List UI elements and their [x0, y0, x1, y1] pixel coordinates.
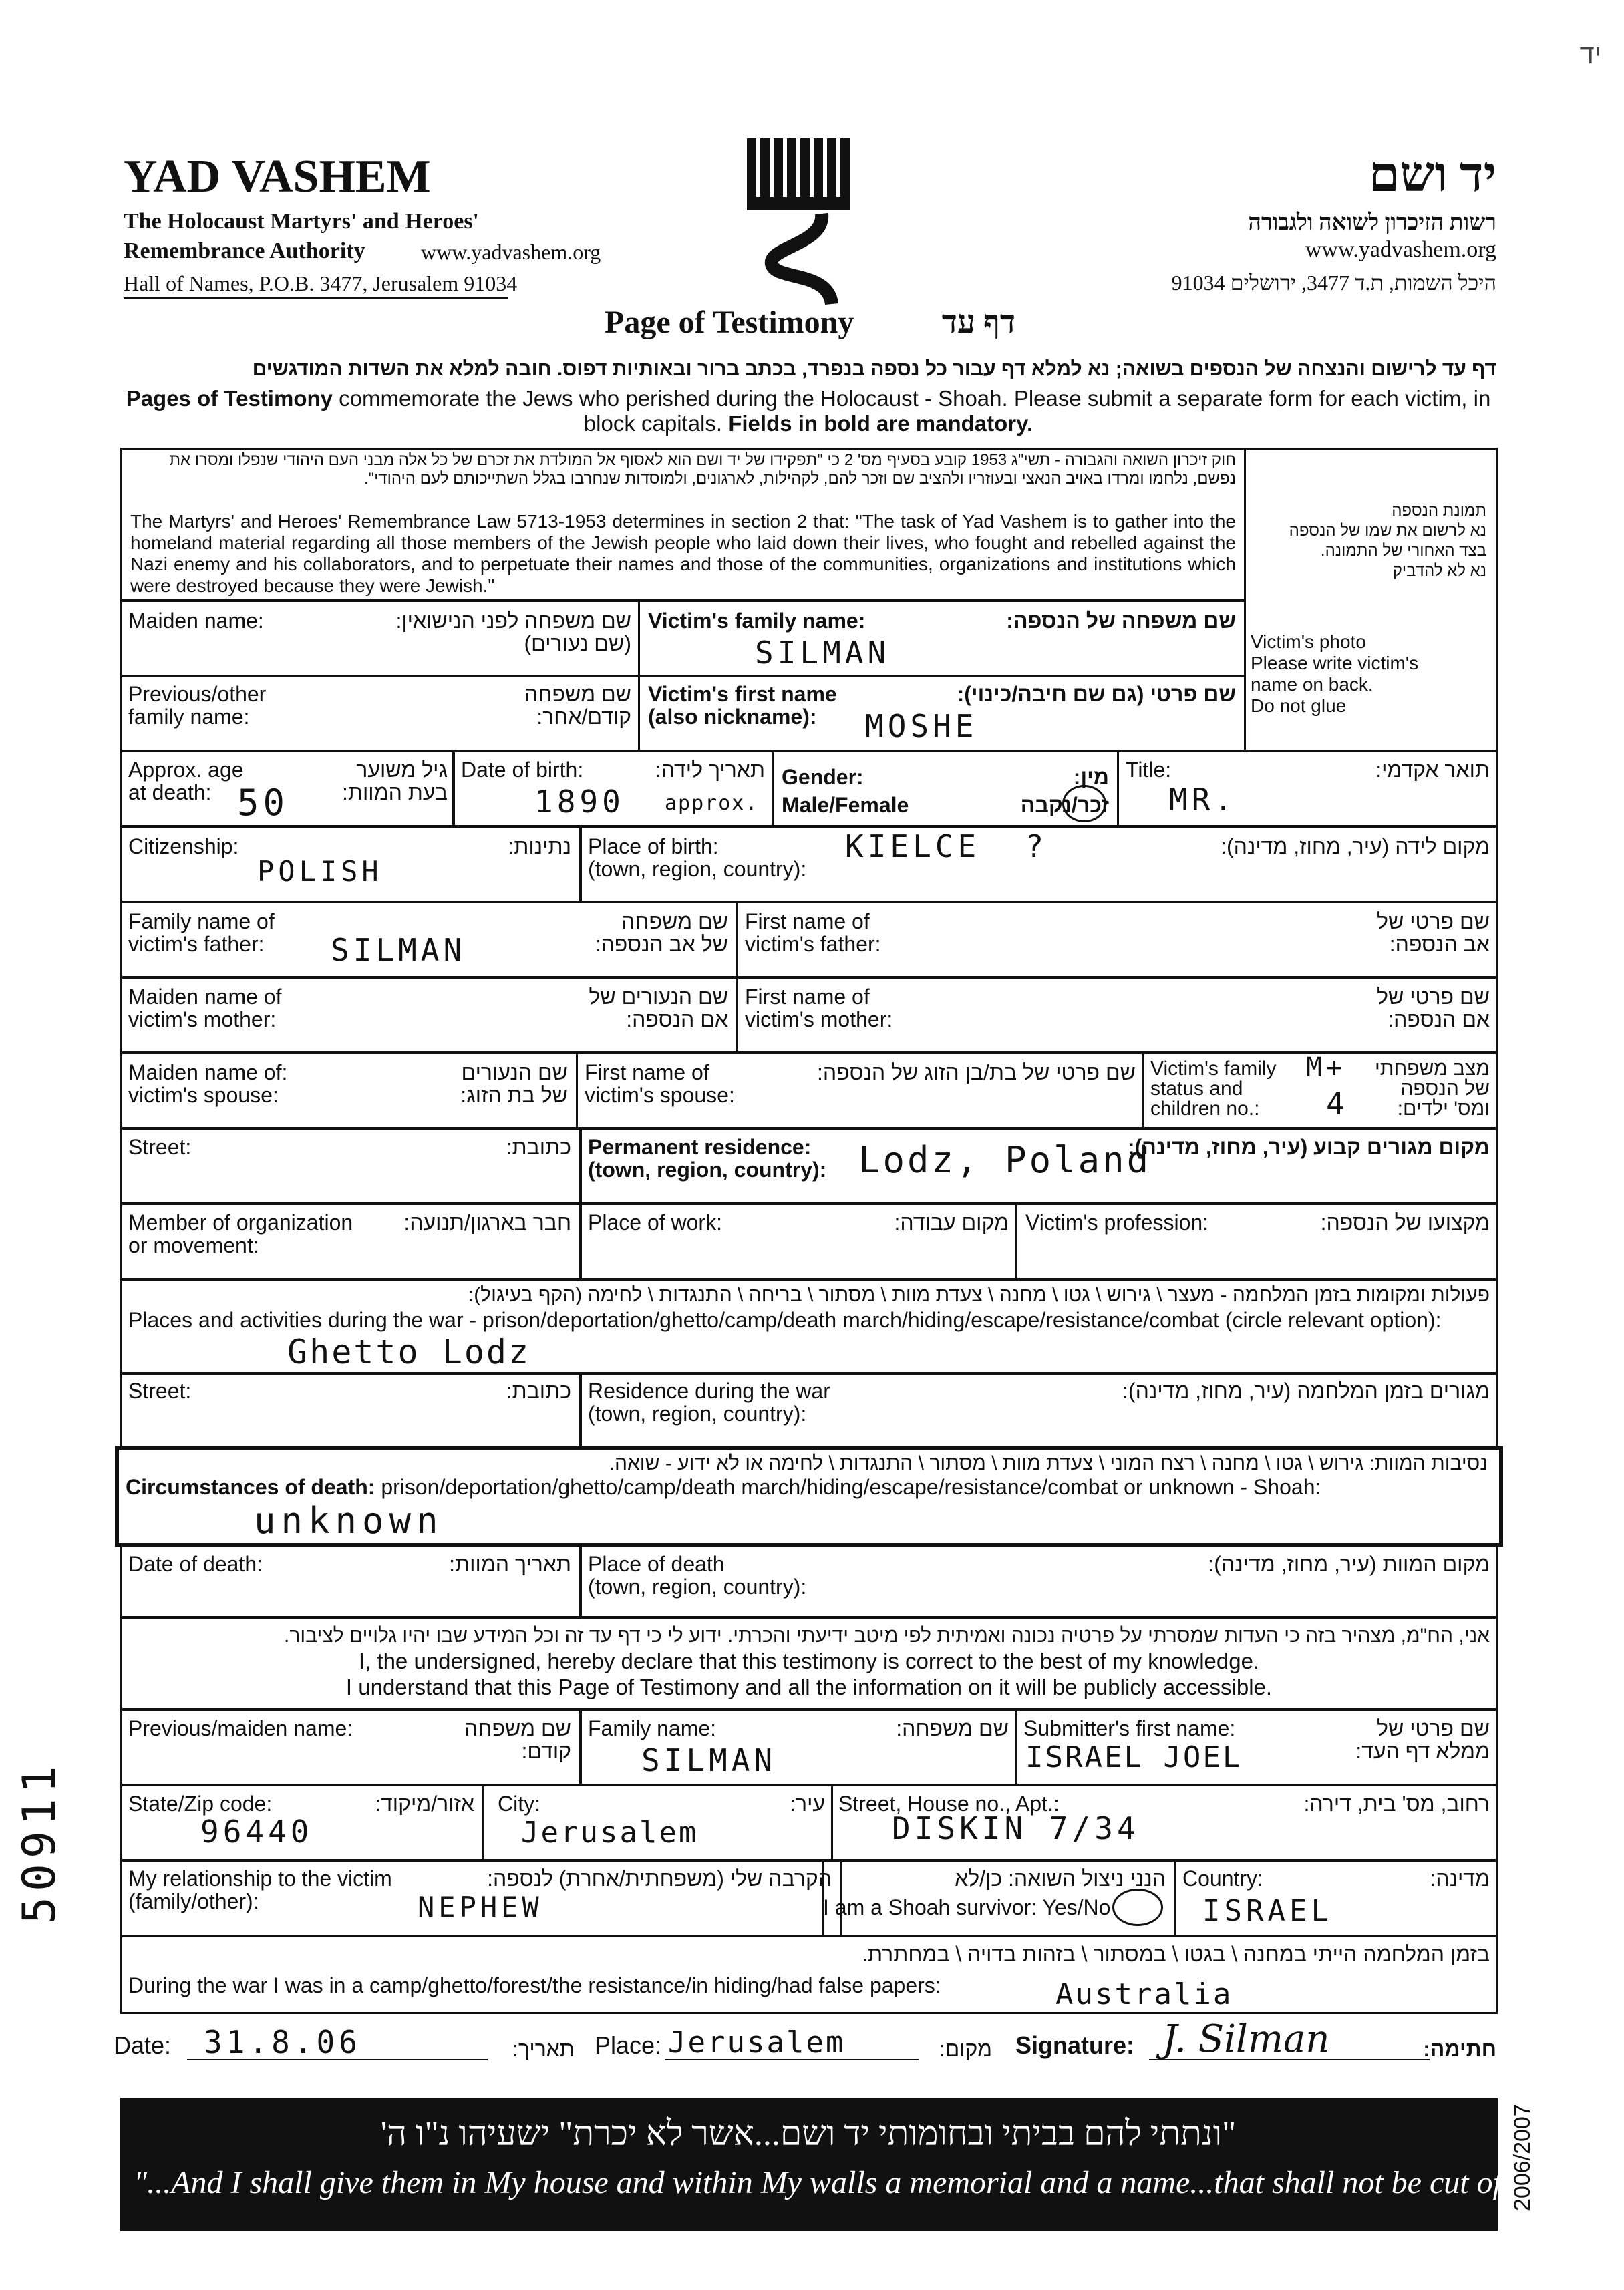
intro-en-body: commemorate the Jews who perished during the Holocaust - Shoah. Please submit a separate form for each victim, in block capitals. — [332, 386, 1491, 436]
address-en: Hall of Names, P.O.B. 3477, Jerusalem 91034 — [124, 271, 518, 295]
separator-line — [124, 297, 508, 299]
place-value: Jerusalem — [668, 2025, 846, 2060]
place-label: Place: — [595, 2031, 662, 2059]
dob-label: Date of birth: — [461, 758, 584, 782]
family-name-label-he: שם משפחה של הנספה: — [1006, 609, 1236, 633]
death-circumstances-options: prison/deportation/ghetto/camp/death march/hiding/escape/resistance/combat or unknown - Shoah: — [375, 1475, 1321, 1499]
country-label: Country: — [1182, 1866, 1263, 1891]
survivor-no-circle — [1112, 1889, 1163, 1926]
city-label-he: עיר: — [790, 1792, 825, 1816]
submitter-prev-name-label-he: שם משפחה קודם: — [464, 1716, 571, 1763]
declaration-en-1: I, the undersigned, hereby declare that this testimony is correct to the best of my knowledge. — [358, 1649, 1260, 1673]
family-status-value: M+ — [1306, 1052, 1347, 1083]
wartime-label-en: Places and activities during the war - prison/deportation/ghetto/camp/death march/hiding/escape/resistance/combat (circle relevant option): — [128, 1308, 1442, 1332]
birthplace-value: KIELCE ? — [845, 828, 1048, 864]
title-value: MR. — [1169, 782, 1237, 818]
death-date-label-he: תאריך המוות: — [449, 1552, 571, 1576]
first-name-value: MOSHE — [865, 708, 978, 744]
banner-quote-en — [134, 2164, 1624, 2201]
street-label-he: כתובת: — [506, 1135, 571, 1159]
authority-line-2: Remembrance Authority — [124, 238, 365, 263]
city-value: Jerusalem — [521, 1816, 699, 1850]
law-he: חוק זיכרון השואה והגבורה - תשי"ג 1953 קובע בסעיף מס' 2 כי "תפקידו של יד ושם הוא לאסוף אל המולדת את זכרם של כל אלה מבני העם היהודי שנפלו ומסרו את נפשם, נלחמו ומרדו באויב הנאצי ובעוזריו ולהציב שם וזכר להם, לקהילות, לארגונים, ולמוסדות שנחרבו בגלל השתייכותם לעם היהודי". — [169, 451, 1236, 488]
gender-label: Gender: Male/Female — [782, 765, 909, 817]
citizenship-label-he: נתינות: — [508, 834, 571, 858]
organization-label: Member of organization or movement: — [128, 1210, 353, 1257]
death-circumstances-lead: Circumstances of death: — [126, 1475, 375, 1499]
banner-quote-he: "ונתתי להם בביתי ובחומותי יד ושם...אשר לא יכרת" ישעיהו נ"ו ה' — [380, 2115, 1237, 2153]
street-label: Street: — [128, 1135, 192, 1159]
photo-instructions-he: תמונת הנספה נא לרשום את שמו של הנספה בצד האחורי של התמונה. נא לא להדביק — [1289, 502, 1486, 580]
website-he: www.yadvashem.org — [1305, 237, 1496, 262]
zip-label: State/Zip code: — [128, 1792, 273, 1816]
workplace-label: Place of work: — [588, 1210, 722, 1235]
relationship-value: NEPHEW — [418, 1891, 543, 1923]
age-label: Approx. age at death: — [128, 758, 244, 804]
intro-en — [120, 386, 1496, 436]
birthplace-label-he: מקום לידה (עיר, מחוז, מדינה): — [1221, 834, 1490, 858]
war-residence-label-he: מגורים בזמן המלחמה (עיר, מחוז, מדינה): — [1122, 1379, 1490, 1403]
death-circumstances-label-he — [128, 1452, 1488, 1475]
law-en: The Martyrs' and Heroes' Remembrance Law 5713-1953 determines in section 2 that: "The task of Yad Vashem is to gather into the homeland material regarding all those members of the Jewish people who laid down their lives, who fought and rebelled against the Nazi enemy and his collaborators, and to perpetuate their names and those of the communities, organizations and institutions which were destroyed because they were Jewish." — [130, 511, 1236, 596]
banner-quote-text: "...And I shall give them in My house and within My walls a memorial and a name...that shall not be cut off" — [134, 2165, 1524, 2200]
signature-value: J. Silman — [1162, 2017, 1330, 2061]
age-value: 50 — [237, 782, 289, 824]
maiden-name-label-he: שם משפחה לפני הנישואין: (שם נעורים) — [395, 609, 631, 655]
page-title-he: דף עד — [941, 305, 1015, 340]
banner-reference: Isaiah 56:5 — [1532, 2176, 1624, 2198]
dob-label-he: תאריך לידה: — [655, 758, 765, 782]
corner-handwritten-mark: יד — [1579, 40, 1601, 69]
citizenship-label: Citizenship: — [128, 834, 239, 858]
declaration-he: אני, הח"מ, מצהיר בזה כי העדות שמסרתי על פרטיה נכונה ואמיתית לפי מיטב ידיעתי והכרתי. ידוע לי כי דף עד זה וכל המידע שבו יהיו גלויים לציבור. — [284, 1625, 1490, 1647]
page-title-en: Page of Testimony — [605, 305, 854, 340]
address-he: היכל השמות, ת.ד 3477, ירושלים 91034 — [1171, 271, 1496, 295]
birthplace-label: Place of birth: (town, region, country): — [588, 834, 807, 881]
city-label: City: — [498, 1792, 540, 1816]
place-label-he: מקום: — [939, 2037, 992, 2061]
website-en: www.yadvashem.org — [421, 240, 601, 264]
authority-he: רשות הזיכרון לשואה ולגבורה — [1248, 210, 1496, 235]
death-circumstances-label-en — [126, 1475, 1488, 1499]
spouse-maiden-label: Maiden name of: victim's spouse: — [128, 1060, 288, 1107]
date-label-he: תאריך: — [512, 2037, 575, 2061]
date-value: 31.8.06 — [204, 2024, 361, 2060]
first-name-label: Victim's first name (also nickname): — [648, 682, 837, 729]
gender-male-circle — [1062, 785, 1106, 822]
spouse-maiden-label-he: שם הנעורים של בת הזוג: — [460, 1060, 568, 1107]
street-address-label-he: רחוב, מס' בית, דירה: — [1303, 1792, 1490, 1816]
submitter-family-label: Family name: — [588, 1716, 717, 1740]
title-label: Title: — [1126, 758, 1172, 782]
submitter-first-label-he: שם פרטי של ממלא דף העד: — [1355, 1716, 1490, 1763]
survivor-label: I am a Shoah survivor: Yes/No — [823, 1895, 1111, 1919]
submitter-prev-name-label: Previous/maiden name: — [128, 1716, 353, 1740]
war-street-label-he: כתובת: — [506, 1379, 571, 1403]
previous-family-label: Previous/other family name: — [128, 682, 267, 729]
org-name-he: יד ושם — [1369, 148, 1496, 202]
death-circumstances-value: unknown — [254, 1500, 444, 1542]
family-name-label: Victim's family name: — [648, 609, 866, 633]
wartime-value: Ghetto Lodz — [287, 1333, 531, 1371]
intro-en-lead: Pages of Testimony — [126, 386, 333, 411]
title-label-he: תואר אקדמי: — [1375, 758, 1490, 782]
signature-label-he: חתימה: — [1423, 2037, 1496, 2061]
father-family-label-he: שם משפחה של אב הנספה: — [595, 909, 728, 956]
death-place-label: Place of death (town, region, country): — [588, 1552, 807, 1599]
spouse-first-label-he: שם פרטי של בת/בן הזוג של הנספה: — [817, 1060, 1136, 1084]
family-name-value: SILMAN — [755, 635, 890, 671]
during-war-label: During the war I was in a camp/ghetto/forest/the resistance/in hiding/had false papers: — [128, 1973, 941, 1997]
residence-label-he: מקום מגורים קבוע (עיר, מחוז, מדינה): — [1127, 1135, 1490, 1159]
war-street-label: Street: — [128, 1379, 192, 1403]
relationship-label-he: הקרבה שלי (משפחתית/אחרת) לנספה: — [487, 1866, 832, 1891]
submitter-first-value: ISRAEL JOEL — [1025, 1740, 1243, 1774]
survivor-label-he: הנני ניצול השואה: כן/לא — [955, 1866, 1166, 1891]
country-value: ISRAEL — [1202, 1894, 1333, 1928]
citizenship-value: POLISH — [257, 855, 383, 888]
profession-label: Victim's profession: — [1025, 1210, 1209, 1235]
margin-handwritten-number: 50911 — [13, 1760, 66, 1924]
submitter-first-label: Submitter's first name: — [1023, 1716, 1236, 1740]
residence-label: Permanent residence: (town, region, country): — [588, 1135, 827, 1182]
organization-label-he: חבר בארגון/תנועה: — [403, 1210, 571, 1235]
spouse-first-label: First name of victim's spouse: — [585, 1060, 735, 1107]
family-status-label-he: מצב משפחתי של הנספה ומס' ילדים: — [1374, 1057, 1490, 1120]
workplace-label-he: מקום עבודה: — [894, 1210, 1009, 1235]
during-war-value: Australia — [1055, 1977, 1233, 2011]
relationship-label: My relationship to the victim (family/other): — [128, 1866, 392, 1913]
profession-label-he: מקצועו של הנספה: — [1320, 1210, 1490, 1235]
mother-first-label: First name of victim's mother: — [745, 985, 893, 1031]
intro-en-tail: Fields in bold are mandatory. — [728, 411, 1033, 436]
death-date-label: Date of death: — [128, 1552, 263, 1576]
date-label: Date: — [114, 2031, 172, 2059]
father-family-value: SILMAN — [331, 932, 466, 968]
gender-label-he: מין: זכר/נקבה — [1020, 765, 1109, 817]
street-address-label: Street, House no., Apt.: — [838, 1792, 1060, 1816]
father-family-label: Family name of victim's father: — [128, 909, 275, 956]
wartime-label-he: פעולות ומקומות בזמן המלחמה - מעצר \ גירוש \ גטו \ מחנה \ צעדת מוות \ מסתור \ בריחה \ התנגדות \ לחימה (הקף בעיגול): — [468, 1284, 1490, 1306]
children-count-value: 4 — [1326, 1086, 1349, 1122]
submitter-family-label-he: שם משפחה: — [896, 1716, 1009, 1740]
residence-value: Lodz, Poland — [858, 1139, 1152, 1181]
first-name-label-he: שם פרטי (גם שם חיבה/כינוי): — [957, 682, 1236, 706]
intro-he: דף עד לרישום והנצחה של הנספים בשואה; נא למלא דף עבור כל נספה בנפרד, בכתב ברור ובאותיות דפוס. חובה למלא את השדות המודגשים — [252, 358, 1496, 380]
signature-label: Signature: — [1015, 2031, 1135, 2059]
father-first-label: First name of victim's father: — [745, 909, 881, 956]
org-name-en: YAD VASHEM — [124, 151, 431, 202]
previous-family-label-he: שם משפחה קודם/אחר: — [524, 682, 631, 729]
side-year-label: 2006/2007 — [1510, 2104, 1535, 2211]
age-label-he: גיל משוער בעת המוות: — [341, 758, 448, 804]
death-place-label-he: מקום המוות (עיר, מחוז, מדינה): — [1208, 1552, 1490, 1576]
war-residence-label: Residence during the war (town, region, country): — [588, 1379, 830, 1426]
zip-label-he: אזור/מיקוד: — [375, 1792, 474, 1816]
yad-vashem-logo — [742, 130, 855, 307]
during-war-label-he: בזמן המלחמה הייתי במחנה \ בגטו \ במסתור \ בזהות בדויה \ במחתרת. — [862, 1942, 1490, 1966]
mother-maiden-label-he: שם הנעורים של אם הנספה: — [589, 985, 728, 1031]
country-label-he: מדינה: — [1430, 1866, 1490, 1891]
dob-note: approx. — [665, 792, 759, 815]
zip-value: 96440 — [200, 1814, 313, 1850]
maiden-name-label: Maiden name: — [128, 609, 264, 633]
street-address-value: DISKIN 7/34 — [892, 1810, 1140, 1846]
authority-line-1: The Holocaust Martyrs' and Heroes' — [124, 209, 479, 234]
death-circumstances-he-text: נסיבות המוות: גירוש \ גטו \ מחנה \ רצח המוני \ צעדת מוות \ מסתור \ התנגדות \ לחימה או לא ידוע - שואה. — [609, 1452, 1488, 1474]
family-status-label: Victim's family status and children no.: — [1150, 1057, 1277, 1120]
declaration-en-2: I understand that this Page of Testimony and all the information on it will be publicly accessible. — [345, 1675, 1273, 1699]
mother-maiden-label: Maiden name of victim's mother: — [128, 985, 282, 1031]
mother-first-label-he: שם פרטי של אם הנספה: — [1377, 985, 1490, 1031]
submitter-family-value: SILMAN — [641, 1742, 777, 1778]
father-first-label-he: שם פרטי של אב הנספה: — [1377, 909, 1490, 956]
photo-instructions-en: Victim's photo Please write victim's name on back. Do not glue — [1251, 631, 1419, 716]
dob-value: 1890 — [534, 784, 625, 820]
